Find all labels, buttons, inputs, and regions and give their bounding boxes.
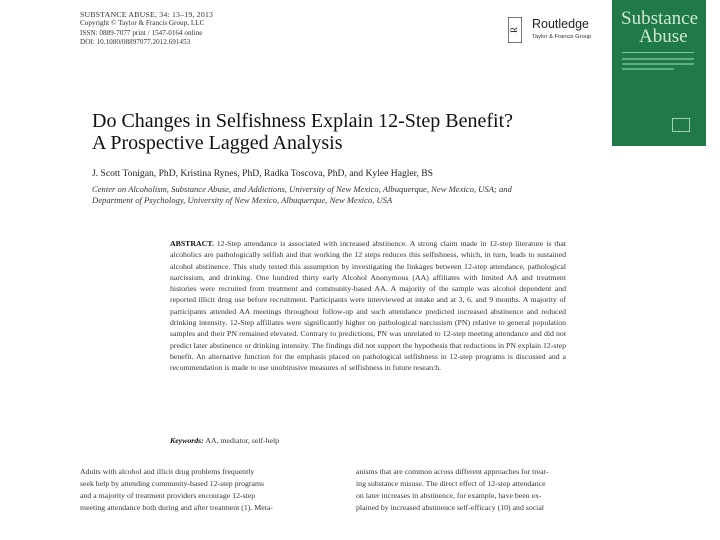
cover-title-line1: Substance — [621, 8, 699, 29]
copyright-line: Copyright © Taylor & Francis Group, LLC — [80, 19, 205, 28]
affiliation-line-1: Center on Alcoholism, Substance Abuse, and Addictions, University of New Mexico, Albuquerque, New Mexico, USA; and — [92, 184, 512, 194]
body-column-left — [80, 466, 330, 514]
journal-metadata — [80, 10, 340, 48]
cover-title-line2: Abuse — [639, 26, 688, 47]
body-line: plained by increased abstinence self-efficacy (10) and social — [356, 503, 544, 513]
journal-cover — [612, 0, 706, 146]
body-line: Adults with alcohol and illicit drug problems frequently — [80, 467, 255, 476]
abstract — [170, 238, 566, 374]
publisher-subtitle: Taylor & Francis Group — [532, 34, 592, 40]
body-column-right — [356, 466, 606, 514]
body-line: anisms that are common across different approaches for treat- — [356, 467, 549, 476]
body-line: on later increases in abstinence, for example, have been ex- — [356, 491, 542, 501]
body-line: and a majority of treatment providers encourage 12-step — [80, 491, 256, 501]
body-line: meeting attendance both during and after treatment (1). Meta- — [80, 503, 273, 513]
body-line: ing substance misuse. The direct effect of 12-step attendance — [356, 479, 546, 489]
routledge-mark-icon — [508, 17, 522, 43]
keywords — [170, 436, 566, 445]
publisher-logo — [508, 15, 608, 49]
cover-text-line — [622, 63, 694, 65]
issn-line: ISSN: 0889-7077 print / 1547-0164 online — [80, 28, 203, 37]
keywords-heading: Keywords: — [170, 436, 204, 445]
body-line: seek help by attending community-based 12-step programs — [80, 479, 265, 489]
abstract-text: 12-Step attendance is associated with increased abstinence. A strong claim made in 12-step literature is that alcoholics are pathologically selfish and that working the 12 steps reduces this selfishness, which, in turn, leads to sustained alcohol abstinence. This study tested this assumption by investigating the linkages between 12-step attendance, pathological narcissism, and drinking. One hundred thirty early Alcohol Anonymous (AA) affiliates with limited AA and treatment histories were recruited from treatment and community-based AA. A majority of the sample was alcohol dependent and reported illicit drug use before recruitment. Participants were interviewed at intake and at 3, 6, and 9 months. A majority of participants attended AA meetings throughout follow-up and such attendance predicted increased abstinence and reduced drinking intensity. 12-Step affiliates were significantly higher on pathological narcissism (PN) relative to general population samples and their PN remained elevated. Contrary to predictions, PN was unrelated to 12-step meeting attendance and did not predict later abstinence or drinking intensity. The findings did not support the hypothesis that reductions in PN explain 12-step benefit. An alternative function for the emphasis placed on pathological selfishness in 12-step programs is discussed and a recommendation is made to use unobtrusive measures of selfishness in future research. — [170, 239, 566, 373]
affiliation-line-2: Department of Psychology, University of New Mexico, Albuquerque, New Mexico, USA — [92, 195, 393, 206]
title-line-1: Do Changes in Selfishness Explain 12-Step Benefit? — [92, 110, 514, 132]
cover-title — [621, 10, 703, 46]
cover-divider — [622, 52, 694, 53]
cover-publisher-badge — [672, 118, 690, 132]
svg-text:R: R — [509, 26, 520, 34]
cover-text-line — [622, 68, 674, 70]
doi-link[interactable]: DOI: 10.1080/08897077.2012.691453 — [80, 38, 191, 47]
cover-text-line — [622, 58, 694, 60]
publisher-name: Routledge — [532, 17, 589, 31]
article-title — [92, 110, 612, 154]
journal-citation: SUBSTANCE ABUSE, 34: 13–19, 2013 — [80, 10, 214, 19]
keywords-text: AA, mediator, self-help — [205, 436, 280, 445]
title-line-2: A Prospective Lagged Analysis — [92, 132, 343, 154]
abstract-heading: ABSTRACT. — [170, 239, 214, 248]
author-list: J. Scott Tonigan, PhD, Kristina Rynes, PhD, Radka Toscova, PhD, and Kylee Hagler, BS — [92, 168, 434, 179]
affiliations — [92, 184, 652, 207]
